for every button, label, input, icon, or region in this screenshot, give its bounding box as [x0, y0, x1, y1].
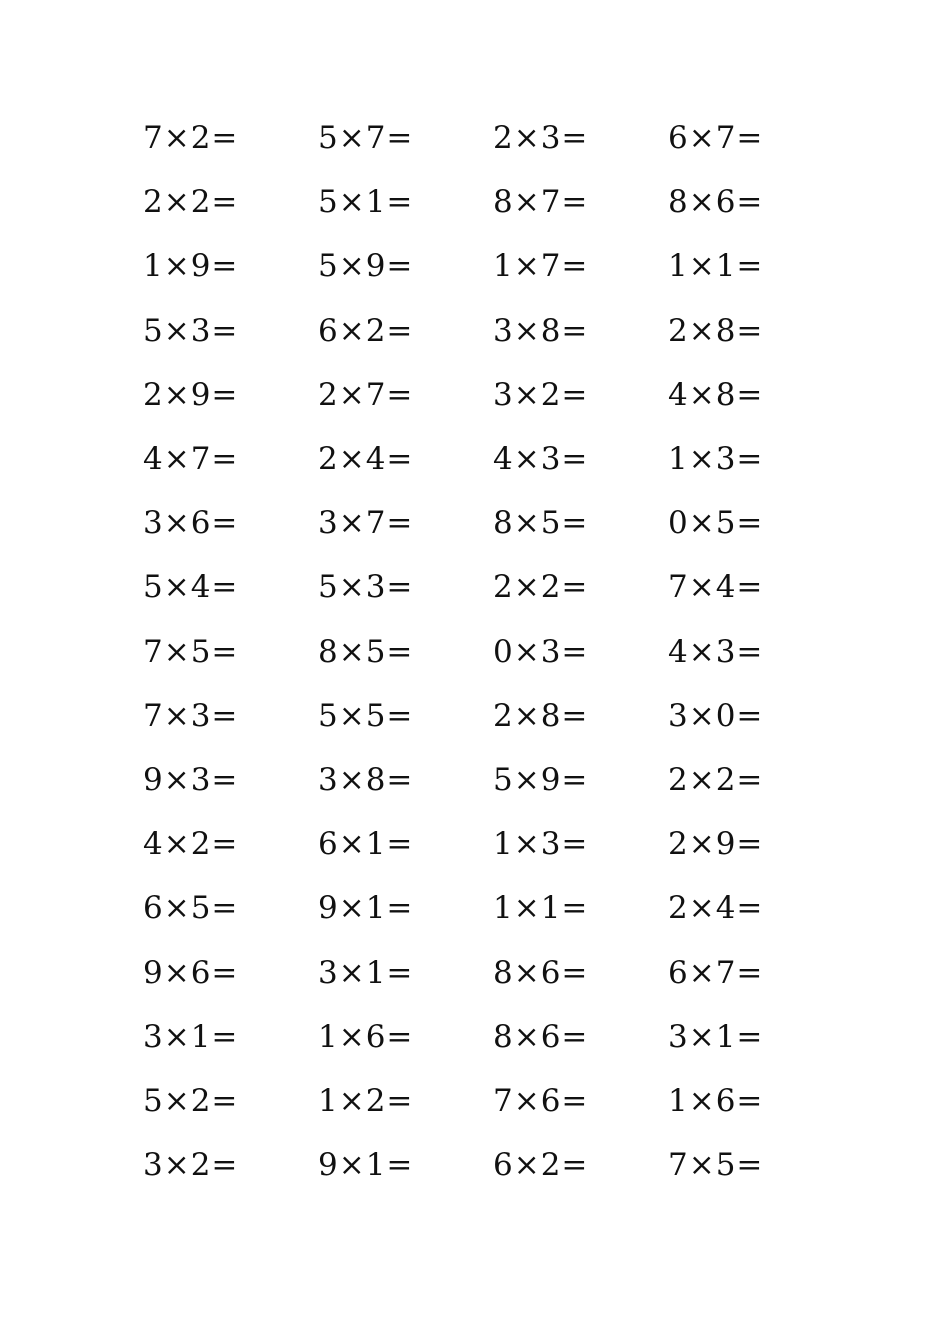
multiplication-problem: 6×2= — [493, 1147, 589, 1184]
multiplication-problem: 9×3= — [143, 761, 239, 798]
multiplication-problem: 2×9= — [143, 376, 239, 413]
multiplication-problem: 8×7= — [493, 184, 589, 221]
multiplication-problem: 1×6= — [668, 1082, 764, 1119]
multiplication-problem: 5×2= — [143, 1082, 239, 1119]
problem-row — [143, 1133, 843, 1197]
problem-row — [143, 555, 843, 619]
multiplication-problem: 3×2= — [143, 1147, 239, 1184]
multiplication-problem: 7×2= — [143, 120, 239, 157]
multiplication-problem: 0×3= — [493, 633, 589, 670]
multiplication-problem: 0×5= — [668, 505, 764, 542]
problem-row — [143, 170, 843, 234]
multiplication-problem: 5×3= — [143, 312, 239, 349]
multiplication-problem: 4×3= — [668, 633, 764, 670]
multiplication-problem: 8×5= — [493, 505, 589, 542]
multiplication-problem: 3×8= — [493, 312, 589, 349]
multiplication-problem: 1×1= — [668, 248, 764, 285]
multiplication-problem: 1×3= — [493, 826, 589, 863]
multiplication-problem: 6×7= — [668, 120, 764, 157]
multiplication-problem: 7×4= — [668, 569, 764, 606]
multiplication-problem: 1×6= — [318, 1018, 414, 1055]
multiplication-problem: 6×2= — [318, 312, 414, 349]
multiplication-problem: 2×8= — [493, 697, 589, 734]
multiplication-problem: 3×2= — [493, 376, 589, 413]
multiplication-problem: 8×6= — [493, 954, 589, 991]
problem-row — [143, 1069, 843, 1133]
multiplication-problem: 1×9= — [143, 248, 239, 285]
multiplication-problem: 8×5= — [318, 633, 414, 670]
problem-row — [143, 363, 843, 427]
multiplication-problem: 5×9= — [493, 761, 589, 798]
multiplication-problem: 5×4= — [143, 569, 239, 606]
problem-row — [143, 684, 843, 748]
multiplication-problem: 9×6= — [143, 954, 239, 991]
multiplication-problem: 4×8= — [668, 376, 764, 413]
multiplication-problem: 2×2= — [668, 761, 764, 798]
multiplication-problem-grid — [143, 106, 843, 1197]
problem-row — [143, 940, 843, 1004]
multiplication-problem: 3×7= — [318, 505, 414, 542]
multiplication-problem: 6×7= — [668, 954, 764, 991]
problem-row — [143, 812, 843, 876]
multiplication-problem: 5×1= — [318, 184, 414, 221]
problem-row — [143, 620, 843, 684]
multiplication-problem: 7×5= — [668, 1147, 764, 1184]
problem-row — [143, 876, 843, 940]
multiplication-problem: 3×1= — [318, 954, 414, 991]
multiplication-problem: 6×1= — [318, 826, 414, 863]
multiplication-problem: 4×2= — [143, 826, 239, 863]
problem-row — [143, 748, 843, 812]
multiplication-problem: 7×3= — [143, 697, 239, 734]
multiplication-problem: 2×3= — [493, 120, 589, 157]
multiplication-problem: 8×6= — [493, 1018, 589, 1055]
multiplication-problem: 1×3= — [668, 441, 764, 478]
multiplication-problem: 3×6= — [143, 505, 239, 542]
multiplication-problem: 2×2= — [143, 184, 239, 221]
multiplication-problem: 5×9= — [318, 248, 414, 285]
multiplication-problem: 2×4= — [668, 890, 764, 927]
multiplication-problem: 8×6= — [668, 184, 764, 221]
problem-row — [143, 427, 843, 491]
multiplication-problem: 4×7= — [143, 441, 239, 478]
problem-row — [143, 1005, 843, 1069]
multiplication-problem: 4×3= — [493, 441, 589, 478]
multiplication-problem: 2×4= — [318, 441, 414, 478]
multiplication-problem: 7×5= — [143, 633, 239, 670]
multiplication-problem: 6×5= — [143, 890, 239, 927]
multiplication-problem: 9×1= — [318, 1147, 414, 1184]
multiplication-problem: 3×1= — [143, 1018, 239, 1055]
problem-row — [143, 491, 843, 555]
multiplication-problem: 3×8= — [318, 761, 414, 798]
problem-row — [143, 299, 843, 363]
multiplication-problem: 5×7= — [318, 120, 414, 157]
multiplication-problem: 7×6= — [493, 1082, 589, 1119]
multiplication-problem: 1×1= — [493, 890, 589, 927]
multiplication-problem: 2×9= — [668, 826, 764, 863]
multiplication-problem: 5×3= — [318, 569, 414, 606]
multiplication-problem: 2×7= — [318, 376, 414, 413]
problem-row — [143, 106, 843, 170]
multiplication-problem: 9×1= — [318, 890, 414, 927]
problem-row — [143, 234, 843, 298]
multiplication-problem: 3×0= — [668, 697, 764, 734]
multiplication-problem: 1×2= — [318, 1082, 414, 1119]
multiplication-problem: 2×8= — [668, 312, 764, 349]
multiplication-problem: 2×2= — [493, 569, 589, 606]
multiplication-problem: 1×7= — [493, 248, 589, 285]
multiplication-problem: 3×1= — [668, 1018, 764, 1055]
multiplication-problem: 5×5= — [318, 697, 414, 734]
